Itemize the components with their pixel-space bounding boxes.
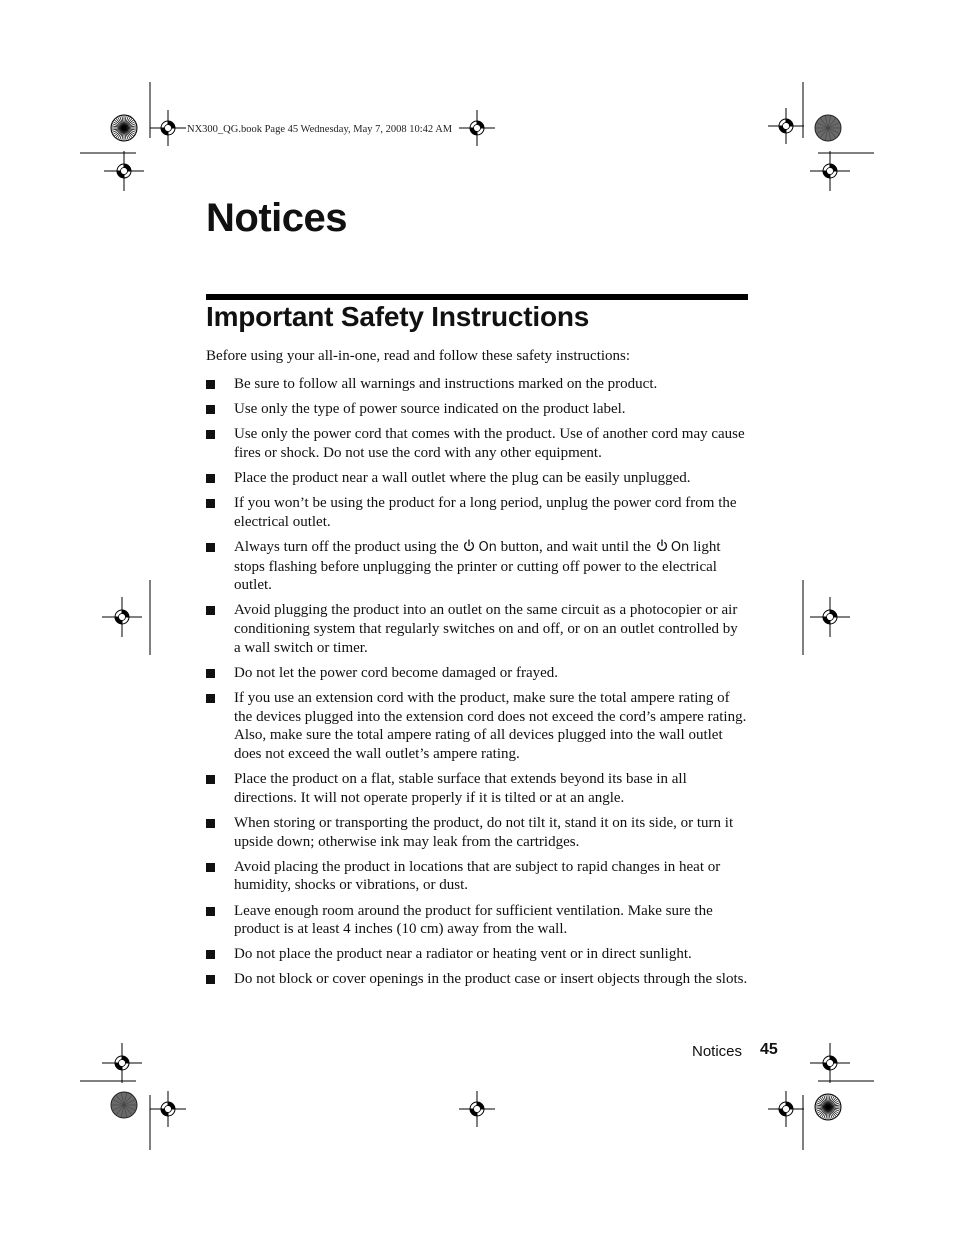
bullet-square-icon (206, 907, 215, 916)
bullet-square-icon (206, 499, 215, 508)
registration-crosshair-icon (102, 1043, 142, 1083)
list-item (206, 814, 748, 851)
list-item (206, 858, 748, 895)
list-item (206, 400, 748, 419)
list-item-text-part: Always turn off the product using the (234, 538, 459, 555)
bullet-square-icon (206, 430, 215, 439)
bullet-square-icon (206, 606, 215, 615)
registration-crosshair-icon (768, 108, 804, 144)
list-item-text: Do not place the product near a radiator or heating vent or in direct sunlight. (234, 946, 692, 963)
registration-crosshair-icon (810, 1043, 850, 1083)
safety-instructions-list (206, 375, 748, 996)
list-item (206, 601, 748, 657)
list-item (206, 425, 748, 462)
registration-gray-disc-icon (111, 1092, 137, 1118)
bullet-square-icon (206, 819, 215, 828)
list-item (206, 494, 748, 531)
bullet-square-icon (206, 950, 215, 959)
registration-gray-disc-icon (815, 115, 841, 141)
print-job-stamp: NX300_QG.book Page 45 Wednesday, May 7, 2008 10:42 AM (187, 124, 453, 135)
list-item (206, 664, 748, 683)
list-item (206, 902, 748, 939)
bullet-square-icon (206, 669, 215, 678)
section-title: Important Safety Instructions (206, 301, 590, 332)
footer-section-label: Notices (692, 1043, 743, 1060)
list-item-text: Avoid plugging the product into an outlet on the same circuit as a photocopier or air conditioning system that regularly switches on and off, or on an outlet controlled by a wall switch or timer. (234, 602, 738, 656)
list-item (206, 538, 748, 595)
on-light-label: On (670, 539, 690, 555)
list-item-text: When storing or transporting the product, do not tilt it, stand it on its side, or turn it upside down; otherwise ink may leak from the cartridges. (234, 814, 734, 850)
on-button-label: On (478, 539, 497, 555)
intro-text: Before using your all-in-one, read and follow these safety instructions: (206, 348, 631, 364)
list-item-text: Avoid placing the product in locations that are subject to rapid changes in heat or humidity, shocks or vibrations, or dust. (234, 858, 721, 894)
registration-crosshair-icon (102, 597, 142, 637)
bullet-square-icon (206, 863, 215, 872)
registration-crosshair-icon (810, 597, 850, 637)
list-item-text: If you won’t be using the product for a long period, unplug the power cord from the electrical outlet. (234, 495, 737, 530)
list-item-text-part: light stops flashing before unplugging the printer or cutting off power to the electrical outlet. (234, 538, 721, 594)
registration-crosshair-icon (768, 1091, 804, 1127)
registration-crosshair-icon (459, 110, 495, 146)
list-item-text-part: button, and wait until the (500, 538, 652, 555)
registration-starburst-icon (815, 1094, 841, 1120)
list-item (206, 689, 748, 764)
bullet-square-icon (206, 474, 215, 483)
bullet-square-icon (206, 543, 215, 552)
bullet-square-icon (206, 775, 215, 784)
list-item (206, 970, 748, 989)
list-item (206, 375, 748, 394)
list-item-text: Place the product on a flat, stable surface that extends beyond its base in all directions. It will not operate properly if it is tilted or at an angle. (234, 771, 687, 806)
bullet-square-icon (206, 694, 215, 703)
registration-starburst-icon (111, 115, 137, 141)
registration-crosshair-icon (104, 151, 144, 191)
registration-crosshair-icon (810, 151, 850, 191)
list-item-text: Use only the type of power source indicated on the product label. (234, 401, 626, 418)
page-number: 45 (760, 1041, 778, 1058)
bullet-square-icon (206, 380, 215, 389)
registration-crosshair-icon (459, 1091, 495, 1127)
registration-crosshair-icon (150, 110, 186, 146)
list-item-text: If you use an extension cord with the product, make sure the total ampere rating of the devices plugged into the extension cord does not exceed the cord’s ampere rating. Also, make sure the total ampere rating of all devices plugged into the wall outlet does not exceed the wall outlet’s ampere rating. (234, 689, 747, 763)
list-item-text: Leave enough room around the product for sufficient ventilation. Make sure the product is at least 4 inches (10 cm) away from the wall. (234, 902, 713, 938)
list-item (206, 469, 748, 488)
section-rule (206, 294, 748, 300)
page-title: Notices (206, 196, 347, 240)
list-item-text: Place the product near a wall outlet where the plug can be easily unplugged. (234, 469, 691, 486)
list-item-text: Be sure to follow all warnings and instructions marked on the product. (234, 376, 658, 392)
list-item-text: Do not block or cover openings in the product case or insert objects through the slots. (234, 971, 748, 988)
list-item (206, 770, 748, 807)
power-icon (656, 539, 668, 552)
bullet-square-icon (206, 975, 215, 984)
list-item-text: Do not let the power cord become damaged or frayed. (234, 664, 559, 681)
list-item-text: Use only the power cord that comes with the product. Use of another cord may cause fires or shock. Do not use the cord with any other equipment. (234, 426, 745, 461)
registration-crosshair-icon (150, 1091, 186, 1127)
list-item (206, 945, 748, 964)
power-icon (463, 539, 475, 552)
bullet-square-icon (206, 405, 215, 414)
